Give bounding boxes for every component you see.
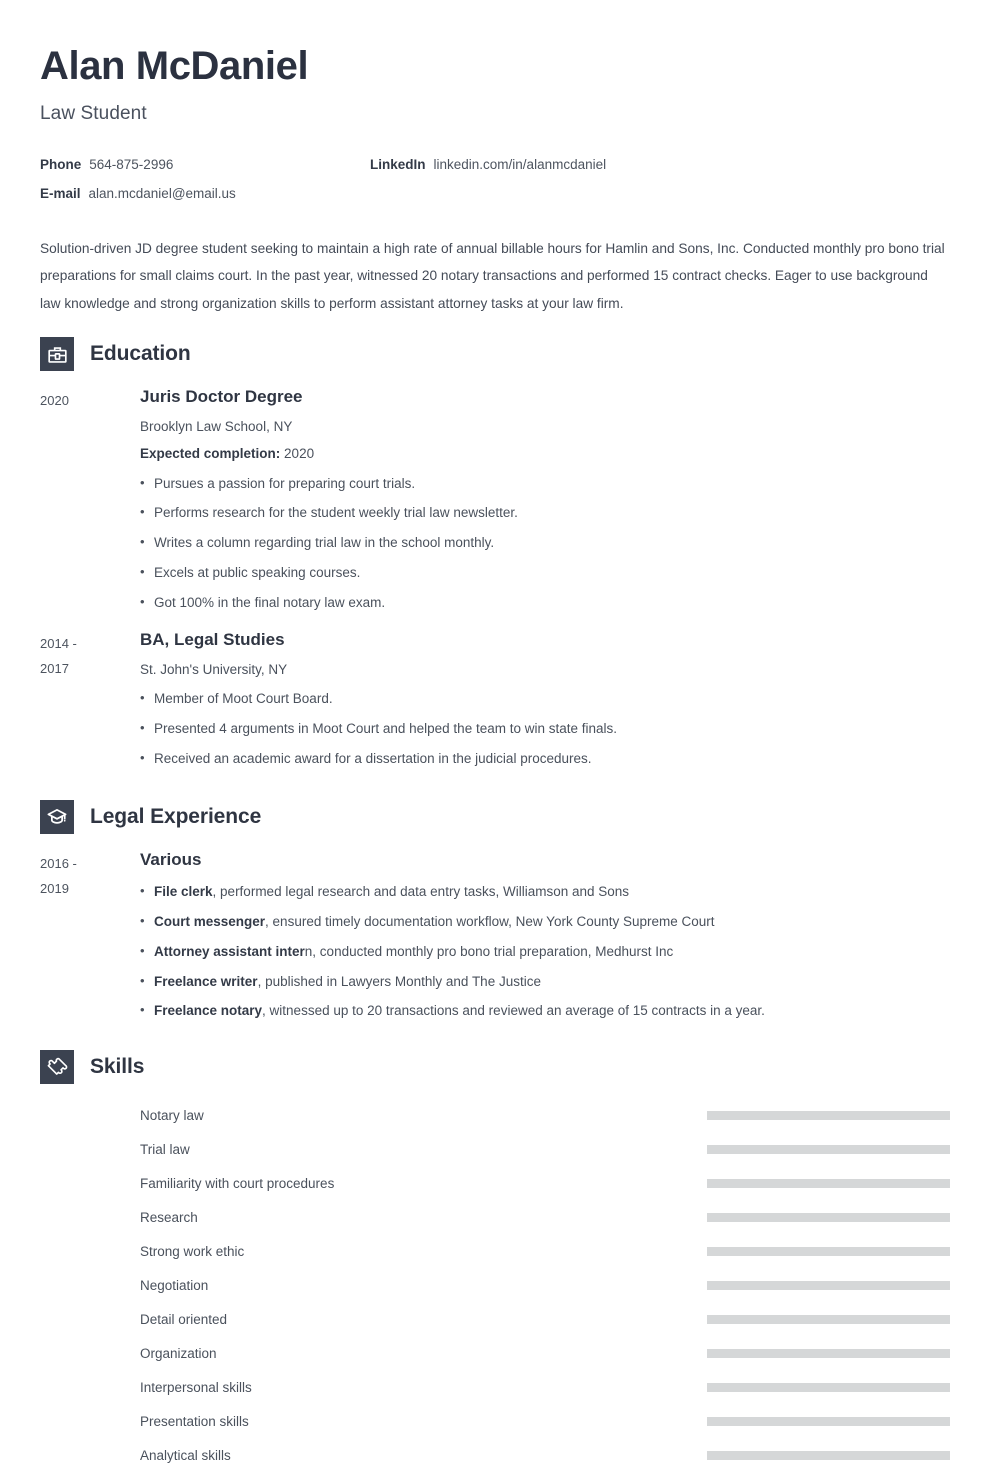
experience-entry-body [140, 848, 950, 1022]
education-entry-date: 2020 [40, 393, 69, 409]
contact-email [40, 186, 370, 201]
skill-row [40, 1370, 950, 1404]
graduation-cap-icon [40, 800, 74, 834]
section-title-legal-experience: Legal Experience [90, 804, 262, 828]
skill-level-bar [707, 1281, 950, 1290]
contact-phone [40, 157, 370, 172]
skill-row [40, 1098, 950, 1132]
list-item: • Got 100% in the final notary law exam. [140, 593, 950, 614]
skill-row [40, 1132, 950, 1166]
role-detail: , witnessed up to 20 transactions and reviewed an average of 15 contracts in a year. [262, 1003, 765, 1019]
list-item: • Pursues a passion for preparing court trials. [140, 474, 950, 495]
skill-name: Interpersonal skills [140, 1379, 252, 1395]
list-item: • Presented 4 arguments in Moot Court and helped the team to win state finals. [140, 719, 950, 740]
skill-level-bar [707, 1349, 950, 1358]
list-item: • Writes a column regarding trial law in the school monthly. [140, 533, 950, 554]
contact-linkedin-value[interactable]: linkedin.com/in/alanmcdaniel [433, 157, 607, 172]
skill-name: Notary law [140, 1107, 204, 1123]
education-entry-bullets [140, 474, 950, 615]
skills-list [40, 1098, 950, 1472]
contact-row [40, 157, 950, 172]
list-item: • Excels at public speaking courses. [140, 563, 950, 584]
list-item: • Performs research for the student weekly trial law newsletter. [140, 503, 950, 524]
education-entry-title: Juris Doctor Degree [140, 387, 303, 407]
resume-header [40, 44, 950, 201]
skill-name: Organization [140, 1345, 217, 1361]
section-title-education: Education [90, 342, 191, 366]
skill-row [40, 1200, 950, 1234]
education-completion-value: 2020 [284, 446, 315, 462]
section-education [40, 337, 950, 770]
education-entry-title: BA, Legal Studies [140, 630, 285, 650]
skill-level-bar [707, 1145, 950, 1154]
education-entry-completion [140, 444, 950, 464]
section-title-skills: Skills [90, 1055, 145, 1079]
list-item [140, 912, 950, 933]
role-detail: , performed legal research and data entry tasks, Williamson and Sons [212, 883, 630, 899]
skill-row [40, 1404, 950, 1438]
skill-row [40, 1438, 950, 1472]
candidate-name: Alan McDaniel [40, 44, 309, 88]
list-item: • Received an academic award for a dissertation in the judicial procedures. [140, 749, 950, 770]
role-name: Freelance writer [154, 973, 258, 989]
education-entry [40, 628, 950, 770]
skill-row [40, 1234, 950, 1268]
skill-level-bar [707, 1213, 950, 1222]
list-item [140, 972, 950, 993]
contact-row [40, 186, 950, 201]
skill-name: Familiarity with court procedures [140, 1175, 335, 1191]
role-name: Freelance notary [154, 1003, 263, 1019]
contact-linkedin-label: LinkedIn [370, 157, 426, 172]
role-name: Attorney assistant inter [154, 943, 305, 959]
experience-entry-date: 2016 - 2019 [40, 855, 77, 897]
list-item [140, 1001, 950, 1022]
role-name: File clerk [154, 883, 213, 899]
skill-name: Strong work ethic [140, 1243, 245, 1259]
list-item: • Member of Moot Court Board. [140, 689, 950, 710]
list-item [140, 882, 950, 903]
skill-name: Detail oriented [140, 1311, 228, 1327]
section-legal-experience [40, 800, 950, 1022]
skill-row [40, 1268, 950, 1302]
skill-level-bar [707, 1315, 950, 1324]
skill-level-bar [707, 1247, 950, 1256]
puzzle-piece-icon [40, 1050, 74, 1084]
candidate-job-title: Law Student [40, 103, 147, 124]
experience-entry [40, 848, 950, 1022]
education-entry [40, 385, 950, 614]
skill-name: Presentation skills [140, 1413, 249, 1429]
contact-phone-label: Phone [40, 157, 82, 172]
education-completion-label: Expected completion: [140, 446, 281, 462]
education-entry-bullets [140, 689, 950, 770]
briefcase-icon [40, 337, 74, 371]
professional-summary: Solution-driven JD degree student seeking to maintain a high rate of annual billable hours for Hamlin and Sons, Inc. Conducted monthly pro bono trial preparations for small claims court. In the past year, witnessed 20 notary transactions and performed 15 contract checks. Eager to use background law knowledge and strong organization skills to perform assistant attorney tasks at your law firm. [40, 241, 945, 311]
list-item [140, 942, 950, 963]
skill-level-bar [707, 1451, 950, 1460]
contact-email-label: E-mail [40, 186, 81, 201]
skill-level-bar [707, 1111, 950, 1120]
skill-name: Analytical skills [140, 1447, 231, 1463]
role-name: Court messenger [154, 913, 266, 929]
section-header-education [40, 337, 950, 371]
skill-name: Trial law [140, 1141, 190, 1157]
role-detail: , published in Lawyers Monthly and The Justice [257, 973, 541, 989]
education-entry-school: Brooklyn Law School, NY [140, 419, 293, 435]
section-header-skills [40, 1050, 950, 1084]
skill-row [40, 1166, 950, 1200]
contact-linkedin [370, 157, 606, 172]
skill-level-bar [707, 1417, 950, 1426]
education-entry-body [140, 628, 950, 770]
experience-entry-bullets [140, 882, 950, 1023]
contact-email-value[interactable]: alan.mcdaniel@email.us [88, 186, 236, 201]
skill-row [40, 1336, 950, 1370]
skill-name: Research [140, 1209, 198, 1225]
skill-row [40, 1302, 950, 1336]
role-detail: n, conducted monthly pro bono trial preparation, Medhurst Inc [304, 943, 674, 959]
skill-level-bar [707, 1179, 950, 1188]
experience-entry-title: Various [140, 849, 202, 869]
education-entry-school: St. John's University, NY [140, 661, 288, 677]
section-header-legal-experience [40, 800, 950, 834]
education-entry-body [140, 385, 950, 614]
contact-block [40, 157, 950, 201]
contact-phone-value[interactable]: 564-875-2996 [89, 157, 174, 172]
skill-name: Negotiation [140, 1277, 209, 1293]
section-skills [40, 1050, 950, 1472]
skill-level-bar [707, 1383, 950, 1392]
role-detail: , ensured timely documentation workflow, New York County Supreme Court [265, 913, 715, 929]
education-entry-date: 2014 - 2017 [40, 636, 77, 677]
